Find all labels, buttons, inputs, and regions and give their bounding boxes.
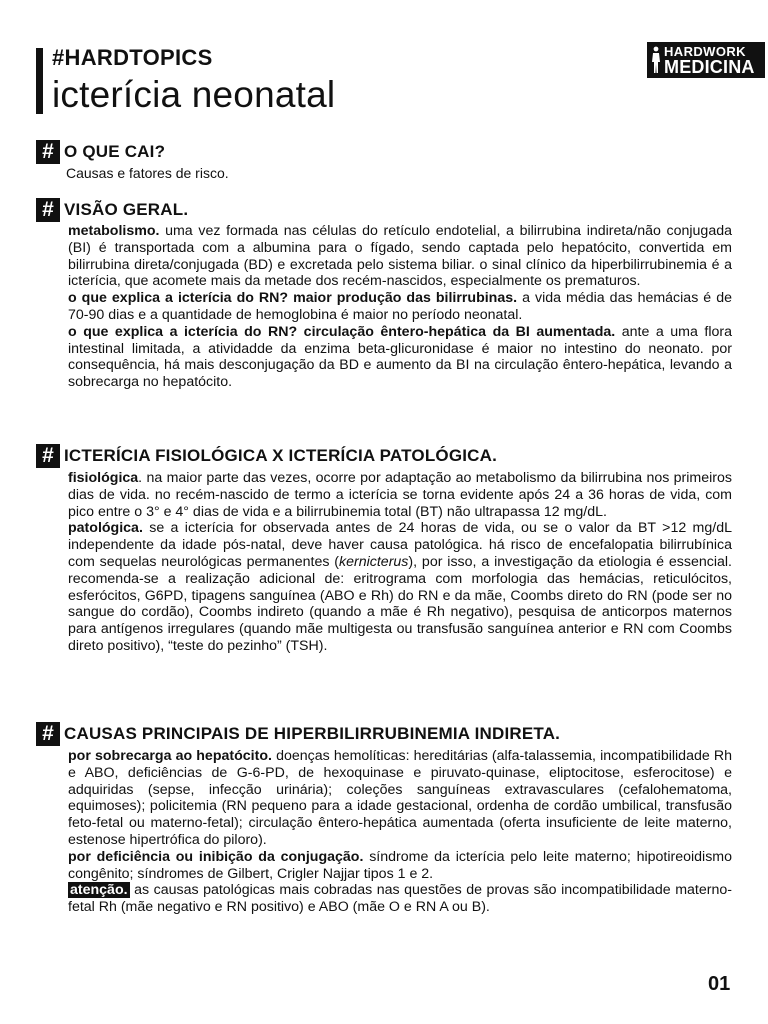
paragraph <box>68 324 732 391</box>
section-title: ICTERÍCIA FISIOLÓGICA X ICTERÍCIA PATOLÓGICA. <box>64 446 498 465</box>
page-number: 01 <box>708 973 731 995</box>
attention-highlight: atenção. <box>70 882 128 899</box>
paragraph <box>68 223 732 290</box>
paragraph <box>68 748 732 849</box>
paragraph-text: doenças hemolíticas: hereditárias (alfa-talassemia, incompatibilidade Rh e ABO, deficiências de G-6-PD, de hexoquinase e piruvato-quinase, eliptocitose, esferocitose) e adquiridas (sepse, infecção urinária); coleções sanguíneas extravasculares (cefalohematoma, equimoses); policitemia (RN pequeno para a idade gestacional, ordenha de cordão umbilical, transfusão feto-fetal ou materno-fetal); circulação êntero-hepática aumentada (oferta insuficiente de leite materno, estenose hipertrófica do piloro). <box>68 748 732 848</box>
hash-icon: # <box>36 722 60 746</box>
paragraph-text: . na maior parte das vezes, ocorre por adaptação ao metabolismo da bilirrubina nos primeiros dias de vida. no recém-nascido de termo a icterícia se torna evidente após 24 a 36 horas de vida, com pico entre o 3° e 4° dias de vida e a bilirrubinemia total (BT) não ultrapassa 12 mg/dL. <box>68 470 732 520</box>
bold-lead: o que explica a icterícia do RN? maior produção das bilirrubinas. <box>68 290 518 307</box>
page-title: icterícia neonatal <box>52 74 336 115</box>
paragraph-text: uma vez formada nas células do retículo endotelial, a bilirrubina indireta/não conjugada (BI) é transportada com a albumina para o fígado, sendo captada pelo hepatócito, convertida em bilirrubina direta/conjugada (BD) e excretada pelo sistema biliar. o sinal clínico da hiperbilirrubinemia é a icterícia, que acomete mais da metade dos recém-nascidos, especialmente os prematuros. <box>68 223 732 290</box>
logo-line-1: HARDWORK <box>664 44 746 59</box>
hash-icon: # <box>36 140 60 164</box>
bold-lead: patológica. <box>68 520 143 537</box>
paragraph-text: se a icterícia for observada antes de 24 horas de vida, ou se o valor da BT >12 mg/dL independente da idade pós-natal, deve haver causa patológica. há risco de encefalopatia bilirrubínica com sequelas neurológicas permanentes ( <box>68 520 732 570</box>
hardtopics-kicker: #HARDTOPICS <box>52 45 213 70</box>
paragraph <box>68 882 732 916</box>
section-heading-causas <box>36 722 560 746</box>
title-accent-bar <box>36 48 43 114</box>
section-title: CAUSAS PRINCIPAIS DE HIPERBILIRRUBINEMIA INDIRETA. <box>64 724 561 743</box>
section-heading-o-que-cai <box>36 140 165 164</box>
bold-lead: metabolismo. <box>68 223 160 239</box>
paragraph <box>68 470 732 520</box>
hash-icon: # <box>36 198 60 222</box>
paragraph-text: ante a uma flora intestinal limitada, a atividadde da enzima beta-glicuronidase é maior no intestino do neonato. por consequência, há mais desconjugação da BD e aumento da BI na circulação êntero-hepática, levando a sobrecarga no hepatócito. <box>68 323 733 391</box>
bold-lead: fisiológica <box>68 470 139 486</box>
bold-lead: por deficiência ou inibição da conjugação. <box>68 848 364 865</box>
paragraph-text: a vida média das hemácias é de 70-90 dias e a quantidade de hemoglobina é maior no período neonatal. <box>68 290 732 323</box>
bold-lead: o que explica a icterícia do RN? circulação êntero-hepática da BI aumentada. <box>68 323 616 340</box>
o-que-cai-text: Causas e fatores de risco. <box>66 165 229 181</box>
hardwork-medicina-logo <box>647 42 765 78</box>
logo-line-2: MEDICINA <box>664 57 755 77</box>
causas-body <box>68 748 732 916</box>
section-heading-visao-geral <box>36 198 188 222</box>
section-heading-fisio-pato <box>36 444 497 468</box>
paragraph-text: ), por isso, a investigação da etiologia é essencial. recomenda-se a realização adicional de: eritrograma com morfologia das hemácias, reticulócitos, esferócitos, G6PD, tipagens sanguínea (ABO e Rh) do RN e da mãe, Coombs direto do RN (pode ser no sangue do cordão), Coombs indireto (quando a mãe é Rh negativo), pesquisa de anticorpos maternos para antígenos irregulares (quando mãe multigesta ou transfusão sanguínea anterior e RN com Coombs direto positivo), “teste do pezinho” (TSH). <box>68 553 732 654</box>
paragraph-text: síndrome da icterícia pelo leite materno; hipotireoidismo congênito; síndromes de Gilbert, Crigler Najjar tipos 1 e 2. <box>68 848 732 882</box>
paragraph <box>68 290 732 324</box>
hash-icon: # <box>36 444 60 468</box>
paragraph-text: as causas patológicas mais cobradas nas questões de provas são incompatibilidade materno-fetal Rh (mãe negativo e RN positivo) e ABO (mãe O e RN A ou B). <box>68 882 732 916</box>
section-title: VISÃO GERAL. <box>64 200 189 219</box>
italic-term: kernicterus <box>339 553 409 570</box>
visao-geral-body <box>68 223 732 391</box>
paragraph <box>68 849 732 883</box>
runner-figure-icon <box>650 46 662 74</box>
fisio-pato-body <box>68 470 732 655</box>
paragraph <box>68 520 732 654</box>
section-title: O QUE CAI? <box>64 142 166 161</box>
bold-lead: por sobrecarga ao hepatócito. <box>68 748 272 764</box>
